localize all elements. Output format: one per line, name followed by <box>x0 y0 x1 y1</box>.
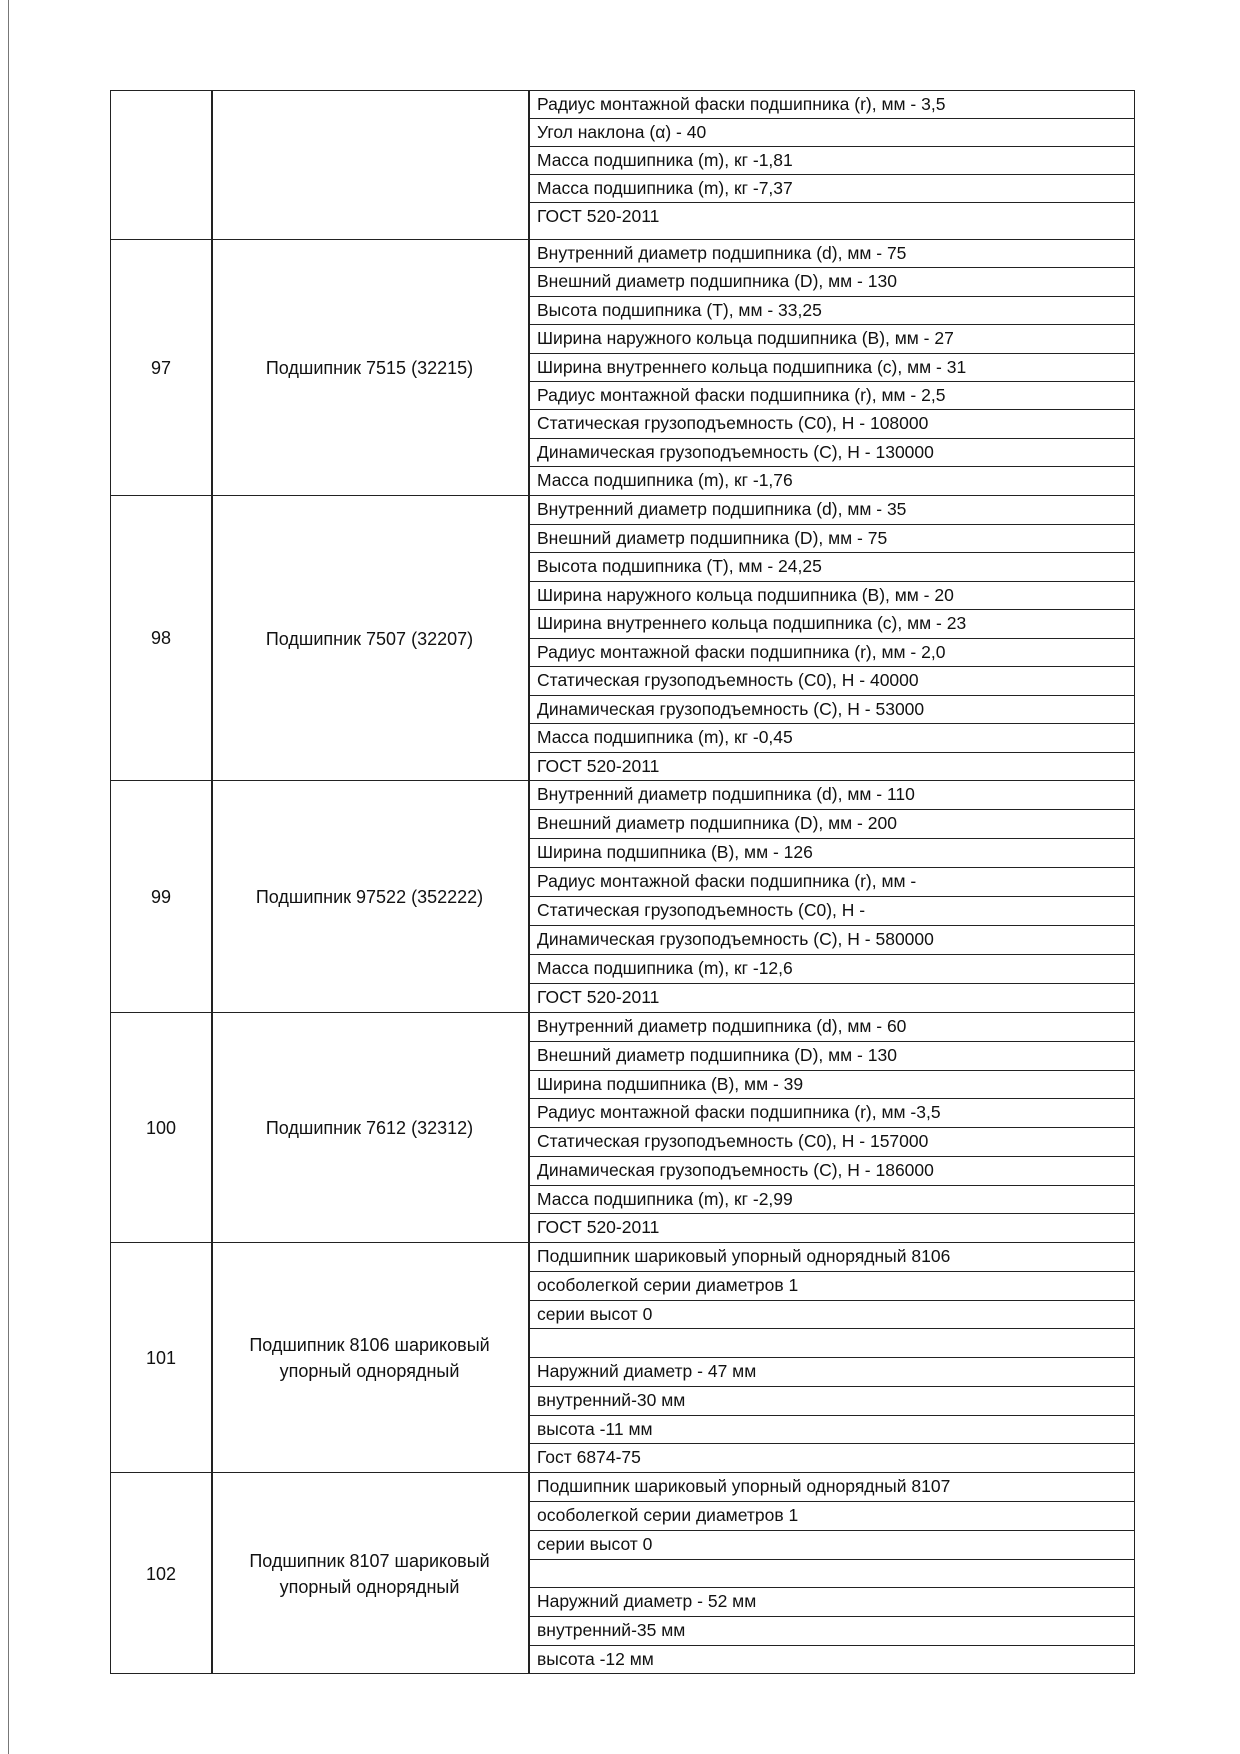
bearing-group <box>111 239 1134 496</box>
item-number: 100 <box>145 1117 177 1138</box>
spec-row <box>529 1502 1134 1531</box>
item-number: 98 <box>150 628 172 648</box>
spec-row <box>529 1560 1134 1589</box>
spec-text: Масса подшипника (m), кг -1,76 <box>537 470 793 491</box>
spec-text: Высота подшипника (T), мм - 24,25 <box>537 556 822 576</box>
spec-row <box>529 696 1134 725</box>
item-number: 101 <box>145 1347 177 1368</box>
item-number: 99 <box>150 886 172 907</box>
spec-row <box>529 147 1134 175</box>
spec-text: Ширина внутреннего кольца подшипника (c), мм - 31 <box>537 356 967 377</box>
spec-row <box>529 1617 1134 1646</box>
item-name <box>211 91 528 239</box>
spec-row <box>529 1099 1134 1128</box>
spec-row <box>529 1272 1134 1301</box>
spec-text: Статическая грузоподъемность (C0), Н - 108000 <box>537 413 929 434</box>
spec-row <box>529 1214 1134 1243</box>
spec-text: Статическая грузоподъемность (C0), Н - 157000 <box>537 1131 929 1151</box>
spec-row <box>529 1588 1134 1617</box>
spec-row <box>529 525 1134 554</box>
spec-row <box>529 1301 1134 1330</box>
spec-text: Угол наклона (α) - 40 <box>537 122 707 142</box>
spec-text: Наружний диаметр - 47 мм <box>537 1361 757 1381</box>
spec-rows <box>529 240 1134 496</box>
spec-row <box>529 810 1134 839</box>
spec-text: серии высот 0 <box>537 1533 653 1554</box>
spec-row <box>529 175 1134 203</box>
spec-row <box>529 1531 1134 1560</box>
spec-row <box>529 1186 1134 1215</box>
spec-row <box>529 1128 1134 1157</box>
spec-row <box>529 268 1134 296</box>
spec-text: внутренний-30 мм <box>537 1389 686 1410</box>
spec-text: Внешний диаметр подшипника (D), мм - 130 <box>537 271 897 292</box>
spec-row <box>529 955 1134 984</box>
spec-rows <box>529 781 1134 1013</box>
spec-text: Внутренний диаметр подшипника (d), мм - 110 <box>537 784 915 804</box>
spec-row <box>529 410 1134 438</box>
item-name: Подшипник 7612 (32312) <box>265 1118 474 1138</box>
scan-margin-line <box>8 0 9 1754</box>
spec-row <box>529 1243 1134 1272</box>
spec-text: особолегкой серии диаметров 1 <box>537 1504 799 1525</box>
bearing-group <box>111 1242 1134 1473</box>
spec-rows <box>529 91 1134 239</box>
spec-text: высота -11 мм <box>537 1418 653 1439</box>
spec-text: Внутренний диаметр подшипника (d), мм - 75 <box>537 243 907 263</box>
spec-row <box>529 439 1134 467</box>
spec-row <box>529 297 1134 325</box>
bearing-group <box>111 780 1134 1013</box>
spec-text: ГОСТ 520-2011 <box>537 755 660 776</box>
spec-row <box>529 1157 1134 1186</box>
spec-text: Внешний диаметр подшипника (D), мм - 130 <box>537 1044 897 1065</box>
spec-row <box>529 203 1134 231</box>
spec-row <box>529 1071 1134 1100</box>
spec-row <box>529 1358 1134 1387</box>
spec-text: высота -12 мм <box>537 1649 654 1670</box>
spec-text: Радиус монтажной фаски подшипника (r), мм -3,5 <box>537 1102 941 1123</box>
spec-text: Подшипник шариковый упорный однорядный 8107 <box>537 1476 951 1496</box>
spec-row <box>529 868 1134 897</box>
item-name: Подшипник 97522 (352222) <box>255 887 484 907</box>
spec-row <box>529 753 1134 782</box>
spec-row <box>529 91 1134 119</box>
spec-text: Динамическая грузоподъемность (C), Н - 53000 <box>537 698 925 719</box>
spec-row <box>529 926 1134 955</box>
spec-text: Масса подшипника (m), кг -12,6 <box>537 958 793 978</box>
item-number <box>111 91 211 239</box>
spec-row <box>529 582 1134 611</box>
spec-text: Внешний диаметр подшипника (D), мм - 200 <box>537 813 897 833</box>
spec-text: Масса подшипника (m), кг -0,45 <box>537 727 793 747</box>
spec-text: Внутренний диаметр подшипника (d), мм - 35 <box>537 499 907 519</box>
spec-text: Радиус монтажной фаски подшипника (r), мм - 2,5 <box>537 385 946 405</box>
spec-row <box>529 553 1134 582</box>
bearing-group <box>111 1472 1134 1675</box>
item-name: Подшипник 8107 шариковый упорный однорядный <box>249 1551 490 1597</box>
spec-text: Внешний диаметр подшипника (D), мм - 75 <box>537 527 888 548</box>
bearing-group <box>111 91 1134 239</box>
spec-row <box>529 1444 1134 1473</box>
spec-text: Радиус монтажной фаски подшипника (r), мм - 3,5 <box>537 94 946 114</box>
spec-row <box>529 1646 1134 1675</box>
spec-row <box>529 354 1134 382</box>
spec-row <box>529 984 1134 1013</box>
spec-text: ГОСТ 520-2011 <box>537 987 660 1007</box>
spec-rows <box>529 1243 1134 1473</box>
spec-row <box>529 1013 1134 1042</box>
spec-text: Динамическая грузоподъемность (C), Н - 186000 <box>537 1159 934 1180</box>
spec-row <box>529 240 1134 268</box>
spec-text: Подшипник шариковый упорный однорядный 8106 <box>537 1246 951 1266</box>
spec-text: Масса подшипника (m), кг -2,99 <box>537 1188 793 1209</box>
item-number: 97 <box>150 357 172 378</box>
spec-text: Ширина подшипника (B), мм - 126 <box>537 842 813 862</box>
spec-text: особолегкой серии диаметров 1 <box>537 1274 799 1295</box>
spec-text: серии высот 0 <box>537 1303 653 1324</box>
spec-text: Масса подшипника (m), кг -1,81 <box>537 150 793 170</box>
spec-row <box>529 119 1134 147</box>
spec-text: Масса подшипника (m), кг -7,37 <box>537 178 793 198</box>
spec-row <box>529 839 1134 868</box>
spec-text: Ширина наружного кольца подшипника (B), мм - 27 <box>537 328 954 349</box>
spec-row <box>529 496 1134 525</box>
spec-row <box>529 897 1134 926</box>
spec-text: ГОСТ 520-2011 <box>537 206 660 226</box>
spec-rows <box>529 496 1134 781</box>
spec-text: Внутренний диаметр подшипника (d), мм - 60 <box>537 1016 907 1036</box>
spec-row <box>529 1042 1134 1071</box>
spec-row <box>529 382 1134 410</box>
spec-rows <box>529 1473 1134 1675</box>
spec-text: Динамическая грузоподъемность (C), Н - 580000 <box>537 929 934 949</box>
spec-row <box>529 1416 1134 1445</box>
spec-text: Статическая грузоподъемность (C0), Н - <box>537 900 866 920</box>
spec-text: Статическая грузоподъемность (C0), Н - 40000 <box>537 670 919 690</box>
bearing-spec-table <box>110 90 1135 1674</box>
spec-rows <box>529 1013 1134 1243</box>
spec-text: Радиус монтажной фаски подшипника (r), мм - 2,0 <box>537 641 946 662</box>
spec-row <box>529 667 1134 696</box>
spec-text: Радиус монтажной фаски подшипника (r), мм - <box>537 871 917 891</box>
spec-row <box>529 639 1134 668</box>
spec-text: Наружний диаметр - 52 мм <box>537 1591 757 1612</box>
spec-row <box>529 1387 1134 1416</box>
item-name: Подшипник 7515 (32215) <box>265 358 474 378</box>
item-number: 102 <box>145 1563 177 1584</box>
item-name: Подшипник 7507 (32207) <box>265 628 474 649</box>
spec-row <box>529 610 1134 639</box>
spec-row <box>529 467 1134 495</box>
spec-text: внутренний-35 мм <box>537 1620 686 1641</box>
spec-row <box>529 325 1134 353</box>
spec-text: Ширина внутреннего кольца подшипника (c), мм - 23 <box>537 613 967 633</box>
spec-text: Динамическая грузоподъемность (C), Н - 130000 <box>537 441 934 462</box>
spec-text: Гост 6874-75 <box>537 1447 641 1468</box>
spec-row <box>529 781 1134 810</box>
spec-text: Ширина наружного кольца подшипника (B), мм - 20 <box>537 584 954 605</box>
spec-row <box>529 1473 1134 1502</box>
spec-row <box>529 1329 1134 1358</box>
spec-row <box>529 724 1134 753</box>
spec-text: ГОСТ 520-2011 <box>537 1217 660 1238</box>
spec-text: Высота подшипника (T), мм - 33,25 <box>537 299 822 320</box>
bearing-group <box>111 495 1134 781</box>
spec-text: Ширина подшипника (B), мм - 39 <box>537 1073 804 1094</box>
item-name: Подшипник 8106 шариковый упорный однорядный <box>249 1335 490 1381</box>
bearing-group <box>111 1012 1134 1243</box>
